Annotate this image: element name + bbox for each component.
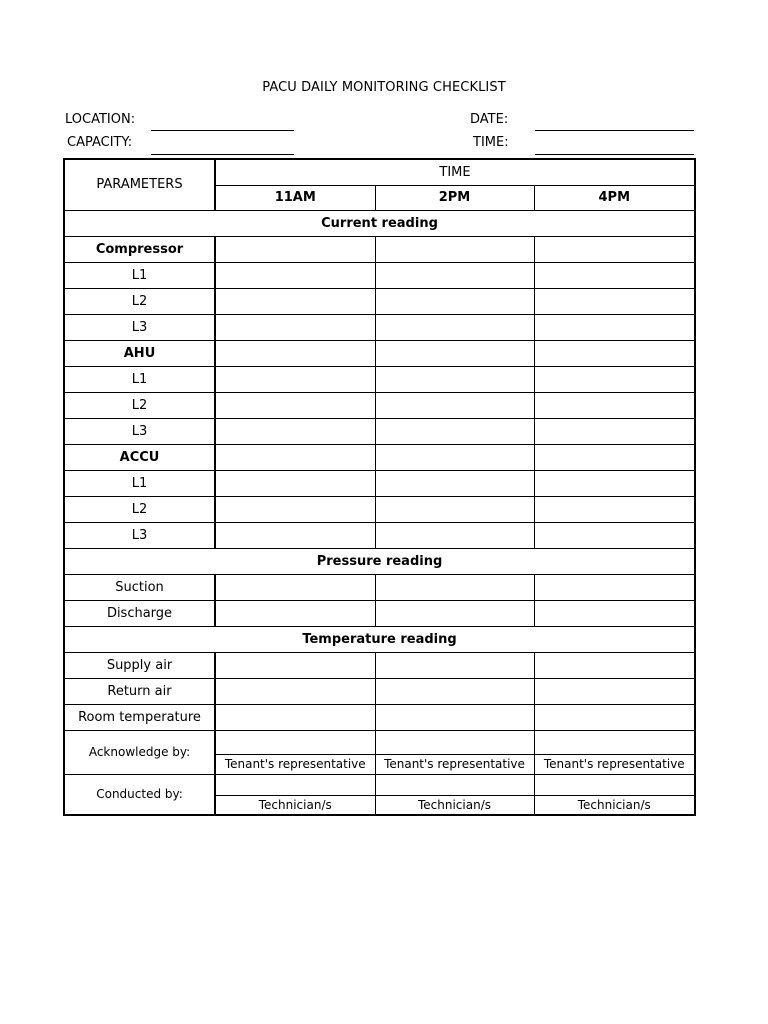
cell[interactable] (534, 236, 695, 262)
cell[interactable] (375, 678, 534, 704)
checklist-table (63, 158, 696, 816)
technician-caption: Technician/s (215, 795, 375, 815)
cell[interactable] (215, 314, 375, 340)
location-field[interactable] (151, 130, 294, 131)
cell[interactable] (375, 652, 534, 678)
row-label: L2 (64, 496, 215, 522)
cell[interactable] (534, 340, 695, 366)
row-label: L2 (64, 288, 215, 314)
cell[interactable] (215, 678, 375, 704)
cell[interactable] (534, 418, 695, 444)
row-label: Suction (64, 574, 215, 600)
group-ahu: AHU (64, 340, 215, 366)
cell[interactable] (534, 522, 695, 548)
cell[interactable] (375, 288, 534, 314)
cell[interactable] (215, 418, 375, 444)
cell[interactable] (534, 262, 695, 288)
row-label: Discharge (64, 600, 215, 626)
row-label: L3 (64, 522, 215, 548)
cell[interactable] (375, 704, 534, 730)
signature-field[interactable] (375, 730, 534, 754)
cell[interactable] (534, 288, 695, 314)
cell[interactable] (375, 366, 534, 392)
row-label: L3 (64, 418, 215, 444)
section-temperature-reading: Temperature reading (64, 626, 695, 652)
date-label: DATE: (470, 112, 509, 127)
cell[interactable] (215, 236, 375, 262)
tenant-caption: Tenant's representative (215, 754, 375, 774)
row-label: Return air (64, 678, 215, 704)
section-pressure-reading: Pressure reading (64, 548, 695, 574)
cell[interactable] (215, 392, 375, 418)
signature-field[interactable] (534, 774, 695, 795)
cell[interactable] (215, 652, 375, 678)
location-label: LOCATION: (65, 112, 136, 127)
cell[interactable] (375, 600, 534, 626)
signature-field[interactable] (534, 730, 695, 754)
cell[interactable] (375, 522, 534, 548)
technician-caption: Technician/s (534, 795, 695, 815)
row-label: L1 (64, 470, 215, 496)
cell[interactable] (534, 678, 695, 704)
cell[interactable] (534, 366, 695, 392)
group-accu: ACCU (64, 444, 215, 470)
row-label: L3 (64, 314, 215, 340)
time-col-2pm: 2PM (375, 185, 534, 210)
section-current-reading: Current reading (64, 210, 695, 236)
time-label: TIME: (473, 135, 509, 150)
cell[interactable] (215, 288, 375, 314)
time-header: TIME (215, 159, 695, 185)
row-label: Room temperature (64, 704, 215, 730)
cell[interactable] (534, 600, 695, 626)
cell[interactable] (534, 444, 695, 470)
cell[interactable] (215, 262, 375, 288)
signature-field[interactable] (375, 774, 534, 795)
cell[interactable] (534, 704, 695, 730)
cell[interactable] (215, 522, 375, 548)
signature-field[interactable] (215, 730, 375, 754)
capacity-field[interactable] (151, 154, 294, 155)
cell[interactable] (534, 652, 695, 678)
row-label: L1 (64, 262, 215, 288)
cell[interactable] (215, 704, 375, 730)
cell[interactable] (375, 496, 534, 522)
tenant-caption: Tenant's representative (375, 754, 534, 774)
cell[interactable] (215, 340, 375, 366)
acknowledge-label: Acknowledge by: (64, 730, 215, 774)
cell[interactable] (375, 314, 534, 340)
row-label: L2 (64, 392, 215, 418)
time-col-11am: 11AM (215, 185, 375, 210)
cell[interactable] (534, 496, 695, 522)
cell[interactable] (215, 574, 375, 600)
cell[interactable] (215, 470, 375, 496)
cell[interactable] (375, 262, 534, 288)
parameters-header: PARAMETERS (64, 159, 215, 210)
cell[interactable] (375, 418, 534, 444)
cell[interactable] (534, 392, 695, 418)
cell[interactable] (375, 236, 534, 262)
page-title: PACU DAILY MONITORING CHECKLIST (262, 80, 506, 95)
group-compressor: Compressor (64, 236, 215, 262)
cell[interactable] (534, 470, 695, 496)
cell[interactable] (375, 574, 534, 600)
cell[interactable] (375, 444, 534, 470)
row-label: Supply air (64, 652, 215, 678)
tenant-caption: Tenant's representative (534, 754, 695, 774)
signature-field[interactable] (215, 774, 375, 795)
conducted-label: Conducted by: (64, 774, 215, 815)
cell[interactable] (215, 444, 375, 470)
row-label: L1 (64, 366, 215, 392)
cell[interactable] (534, 314, 695, 340)
cell[interactable] (375, 392, 534, 418)
time-field[interactable] (535, 154, 694, 155)
time-col-4pm: 4PM (534, 185, 695, 210)
cell[interactable] (215, 600, 375, 626)
cell[interactable] (375, 470, 534, 496)
capacity-label: CAPACITY: (67, 135, 133, 150)
cell[interactable] (534, 574, 695, 600)
date-field[interactable] (535, 130, 694, 131)
cell[interactable] (215, 366, 375, 392)
cell[interactable] (215, 496, 375, 522)
cell[interactable] (375, 340, 534, 366)
technician-caption: Technician/s (375, 795, 534, 815)
